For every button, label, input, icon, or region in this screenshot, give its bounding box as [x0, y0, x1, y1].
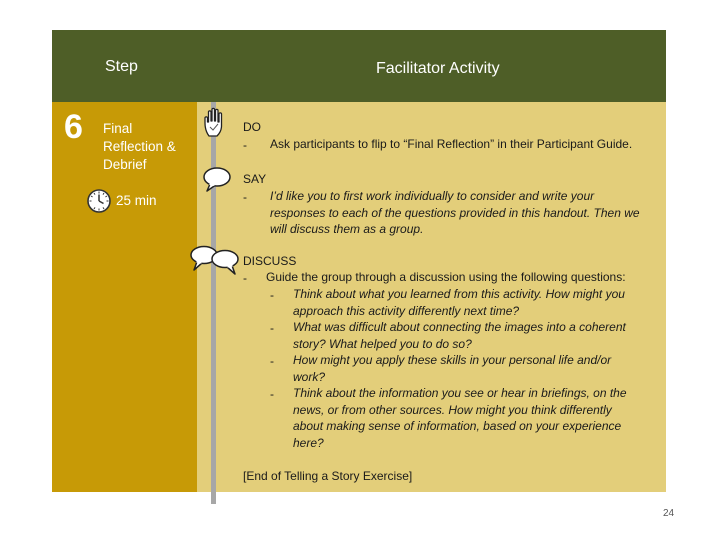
discuss-question — [293, 286, 625, 319]
discuss-question — [293, 352, 611, 385]
clock-icon — [86, 188, 112, 214]
two-speech-bubbles-icon — [188, 244, 242, 276]
step-title-line: Debrief — [103, 157, 147, 172]
step-column-header: Step — [105, 58, 138, 75]
step-title — [103, 120, 195, 174]
discuss-question — [293, 319, 626, 352]
discuss-question — [293, 385, 627, 451]
timeline-line — [211, 102, 216, 504]
speech-bubble-icon — [201, 166, 233, 194]
question-line: Think about the information you see or hear in briefings, on the — [293, 386, 627, 400]
question-dash: - — [270, 288, 274, 302]
question-line: about making sense of information, based on your experience — [293, 419, 622, 433]
do-label: DO — [243, 120, 261, 134]
table-header — [52, 30, 666, 102]
question-line: What was difficult about connecting the images into a coherent — [293, 320, 626, 334]
question-dash: - — [270, 387, 274, 401]
question-line: Think about what you learned from this activity. How might you — [293, 287, 625, 301]
end-note: [End of Telling a Story Exercise] — [243, 469, 413, 483]
question-line: story? What helped you to do so? — [293, 336, 472, 351]
question-line: work? — [293, 369, 326, 384]
discuss-intro: Guide the group through a discussion using the following questions: — [266, 270, 626, 284]
step-number: 6 — [64, 108, 83, 146]
say-text-line: I’d like you to first work individually to consider and write your — [270, 189, 595, 203]
do-text: Ask participants to flip to “Final Reflection” in their Participant Guide. — [270, 137, 633, 151]
activity-column-header: Facilitator Activity — [376, 60, 500, 77]
say-label: SAY — [243, 172, 267, 186]
question-line: How might you apply these skills in your personal life and/or — [293, 353, 612, 367]
discuss-label: DISCUSS — [243, 254, 297, 268]
step-duration: 25 min — [116, 193, 157, 208]
question-line: approach this activity differently next time? — [293, 303, 520, 318]
page-number: 24 — [663, 508, 675, 519]
question-line: news, or from other sources. How might you think differently — [293, 402, 612, 417]
discuss-dash: - — [243, 271, 247, 285]
step-title-line: Reflection & — [103, 139, 176, 154]
do-dash: - — [243, 138, 247, 152]
say-dash: - — [243, 190, 247, 204]
step-title-line: Final — [103, 121, 133, 136]
question-line: here? — [293, 435, 324, 450]
question-dash: - — [270, 354, 274, 368]
question-dash: - — [270, 321, 274, 335]
raised-hand-icon — [200, 106, 232, 140]
say-text-line: will discuss them as a group. — [270, 222, 424, 236]
say-text-line: responses to each of the questions provided in this handout. Then we — [270, 205, 640, 220]
say-text — [270, 188, 640, 238]
